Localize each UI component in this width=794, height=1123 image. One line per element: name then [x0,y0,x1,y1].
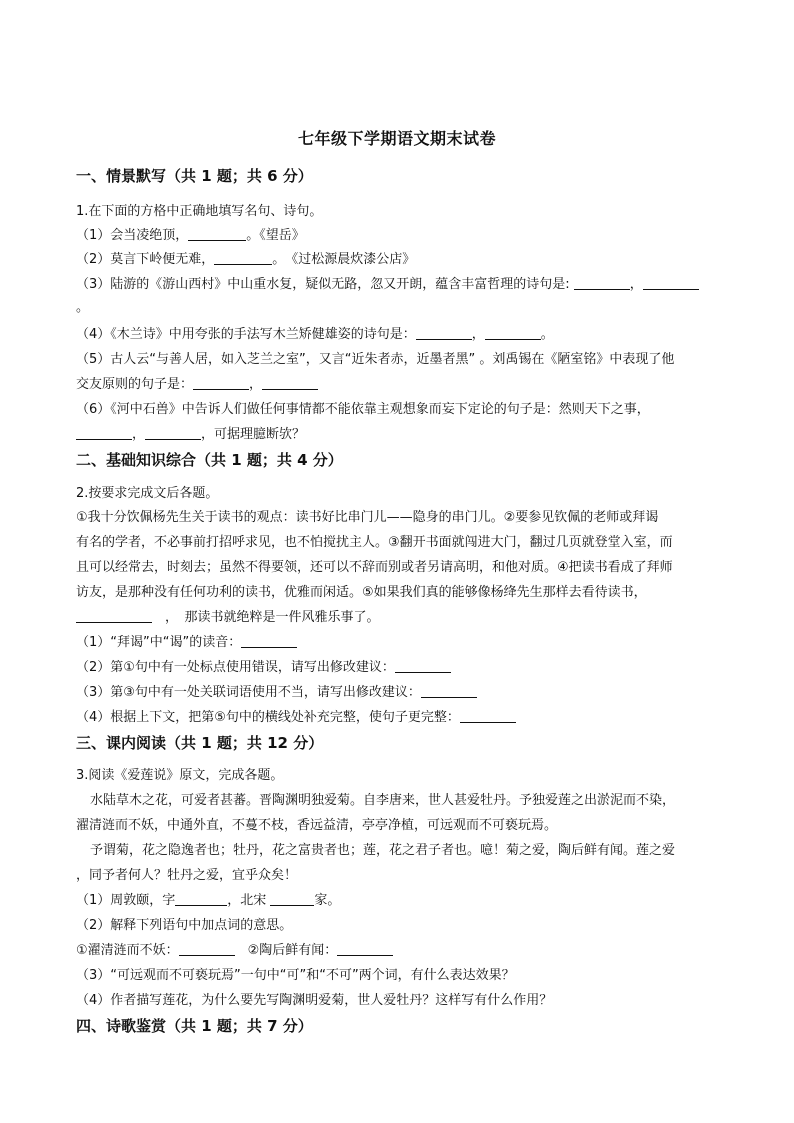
q2-item-4 [76,708,726,728]
question-1-prompt: 1.在下面的方格中正确地填写名句、诗句。 [76,204,323,219]
q3-item-2-subitems [76,941,726,961]
answer-blank[interactable] [175,891,227,906]
q2-passage-line-4: 访友，是那种没有任何功利的读书，优雅而闲适。⑤如果我们真的能够像杨绛先生那样去看待读书， [76,585,647,600]
answer-blank[interactable] [193,375,249,390]
q3-passage-line-1: 水陆草木之花，可爱者甚蕃。晋陶渊明独爱菊。自李唐来，世人甚爱牡丹。予独爱莲之出淤泥而不染， [90,793,676,808]
q3-item-2: （2）解释下列语句中加点词的意思。 [76,918,293,933]
exam-title: 七年级下学期语文期末试卷 [297,129,496,148]
q3-item-1-text-c: 家。 [314,893,341,908]
q1-item-1 [76,226,726,246]
q1-item-3-end: 。 [76,300,90,315]
q3-item-2-text-a: ①濯清涟而不妖： [76,943,179,958]
section-2-heading: 二、基础知识综合（共 1 题；共 4 分） [76,451,343,469]
q2-item-2 [76,658,726,678]
q1-item-3-text-b: ， [629,277,643,292]
q1-item-3 [76,275,726,295]
answer-blank[interactable] [188,226,246,241]
answer-blank[interactable] [262,375,318,390]
q3-item-4: （4）作者描写莲花，为什么要先写陶渊明爱菊，世人爱牡丹？这样写有什么作用？ [76,993,553,1008]
q2-item-3 [76,683,726,703]
q3-item-1-text-b: ，北宋 [227,893,271,908]
answer-blank[interactable] [416,325,472,340]
answer-blank[interactable] [485,325,541,340]
answer-blank[interactable] [145,425,201,440]
q2-passage-line-3: 且可以经常去，时刻去；虽然不得要领，还可以不辞而别或者另请高明，和他对质。④把读书看成了拜师 [76,560,673,575]
q2-item-3-text: （3）第③句中有一处关联词语使用不当，请写出修改建议： [76,685,421,700]
q1-item-5-text-b: 交友原则的句子是： [76,377,194,392]
answer-blank[interactable] [574,275,630,290]
q1-item-3-text-a: （3）陆游的《游山西村》中山重水复，疑似无路，忽又开朗，蕴含丰富哲理的诗句是: [76,277,574,292]
section-1-heading: 一、情景默写（共 1 题；共 6 分） [76,167,313,185]
answer-blank[interactable] [76,608,152,623]
q1-item-4-text-c: 。 [540,327,554,342]
answer-blank[interactable] [395,658,451,673]
answer-blank[interactable] [179,941,235,956]
q3-item-2-text-b: ②陶后鲜有闻： [234,943,338,958]
q1-item-5-line-1: （5）古人云“与善人居，如入芝兰之室”，又言“近朱者赤，近墨者黑” 。刘禹锡在《陋室铭》中表现了他 [76,352,675,367]
q1-item-4-text-a: （4）《木兰诗》中用夸张的手法写木兰矫健雄姿的诗句是： [76,327,416,342]
q1-item-6-text-b: ， [132,427,146,442]
q2-passage-line-1: ①我十分饮佩杨先生关于读书的观点：读书好比串门儿——隐身的串门儿。②要参见钦佩的老师或拜谒 [76,510,659,525]
q2-item-2-text: （2）第①句中有一处标点使用错误，请写出修改建议： [76,660,395,675]
answer-blank[interactable] [241,633,297,648]
q1-item-5-line-2 [76,375,726,395]
q3-item-1-text-a: （1）周敦颐，字 [76,893,176,908]
q1-item-6-line-1: （6）《河中石兽》中告诉人们做任何事情都不能依靠主观想象而妄下定论的句子是：然则天下之事， [76,402,650,417]
answer-blank[interactable] [270,891,314,906]
q1-item-6-line-2 [76,425,726,445]
q2-item-1 [76,633,726,653]
q1-item-6-text-c: ，可据理臆断欤？ [201,427,306,442]
answer-blank[interactable] [460,708,516,723]
answer-blank[interactable] [214,250,272,265]
q3-passage-line-4: ，同予者何人？牡丹之爱，宜乎众矣！ [76,868,298,883]
q1-item-1-text-a: （1）会当凌绝顶， [76,228,189,243]
q2-passage-line-5-text: ， 那读书就绝粹是一件风雅乐事了。 [152,610,380,625]
q3-item-3: （3）“可远观而不可亵玩焉”一句中“可”和“不可”两个词，有什么表达效果？ [76,968,515,983]
q3-item-1 [76,891,726,911]
section-4-heading: 四、诗歌鉴赏（共 1 题；共 7 分） [76,1017,313,1035]
q1-item-2-text-b: 。 《过松源晨炊漆公店》 [272,252,416,267]
q2-passage-line-5 [76,608,726,628]
answer-blank[interactable] [337,941,393,956]
answer-blank[interactable] [643,275,699,290]
answer-blank[interactable] [421,683,477,698]
q1-item-5-text-c: ， [249,377,263,392]
q3-passage-line-2: 濯清涟而不妖，中通外直，不蔓不枝，香远益清，亭亭净植，可远观而不可亵玩焉。 [76,818,558,833]
answer-blank[interactable] [76,425,132,440]
q3-passage-line-3: 予谓菊，花之隐逸者也；牡丹，花之富贵者也；莲，花之君子者也。噫！菊之爱，陶后鲜有闻。莲之爱 [90,843,676,858]
q2-item-4-text: （4）根据上下文，把第⑤句中的横线处补充完整，使句子更完整： [76,710,460,725]
q1-item-2 [76,250,726,270]
q2-passage-line-2: 有名的学者，不必事前打招呼求见，也不怕搅扰主人。③翻开书面就闯进大门，翻过几页就登堂入室，而 [76,535,673,550]
q1-item-1-text-b: 。《望岳》 [246,228,305,243]
q1-item-4 [76,325,726,345]
question-3-prompt: 3.阅读《爱莲说》原文，完成各题。 [76,768,284,783]
q1-item-4-text-b: ， [471,327,485,342]
q1-item-2-text-a: （2）莫言下岭便无难， [76,252,215,267]
section-3-heading: 三、课内阅读（共 1 题；共 12 分） [76,734,324,752]
q2-item-1-text: （1）“拜谒”中“谒”的读音： [76,635,242,650]
question-2-prompt: 2.按要求完成文后各题。 [76,486,219,501]
